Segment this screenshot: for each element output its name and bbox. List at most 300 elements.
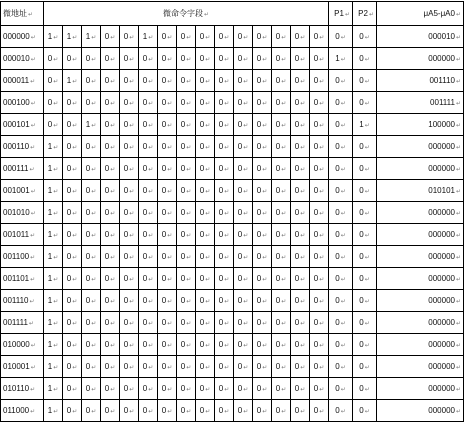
command-bit-cell: 0↵: [177, 246, 196, 268]
command-bit-cell: 0↵: [120, 48, 139, 70]
header-micro-address: 微地址↵: [1, 2, 44, 26]
command-bit-cell: 0↵: [272, 92, 291, 114]
p2-cell: 0↵: [353, 400, 377, 422]
command-bit-cell: 0↵: [63, 48, 82, 70]
command-bit-cell: 0↵: [63, 290, 82, 312]
command-bit-cell: 0↵: [120, 334, 139, 356]
command-bit-cell: 0↵: [63, 268, 82, 290]
p1-cell: 0↵: [329, 378, 353, 400]
command-bit-cell: 0↵: [139, 180, 158, 202]
micro-address-cell: 001110↵: [1, 290, 44, 312]
command-bit-cell: 0↵: [139, 136, 158, 158]
next-address-cell: 000000↵: [377, 136, 464, 158]
command-bit-cell: 0↵: [215, 136, 234, 158]
micro-address-cell: 001111↵: [1, 312, 44, 334]
command-bit-cell: 0↵: [177, 92, 196, 114]
command-bit-cell: 0↵: [215, 48, 234, 70]
next-address-cell: 000000↵: [377, 312, 464, 334]
command-bit-cell: 0↵: [234, 378, 253, 400]
command-bit-cell: 0↵: [158, 268, 177, 290]
command-bit-cell: 0↵: [158, 400, 177, 422]
micro-address-cell: 000010↵: [1, 48, 44, 70]
command-bit-cell: 1↵: [44, 224, 63, 246]
p1-cell: 0↵: [329, 268, 353, 290]
command-bit-cell: 0↵: [272, 268, 291, 290]
command-bit-cell: 0↵: [272, 114, 291, 136]
table-row: [1, 378, 464, 400]
command-bit-cell: 0↵: [196, 26, 215, 48]
command-bit-cell: 0↵: [82, 356, 101, 378]
command-bit-cell: 0↵: [158, 290, 177, 312]
command-bit-cell: 0↵: [101, 246, 120, 268]
command-bit-cell: 0↵: [177, 202, 196, 224]
command-bit-cell: 0↵: [253, 180, 272, 202]
command-bit-cell: 1↵: [44, 312, 63, 334]
command-bit-cell: 0↵: [101, 290, 120, 312]
command-bit-cell: 0↵: [272, 180, 291, 202]
command-bit-cell: 0↵: [82, 334, 101, 356]
command-bit-cell: 0↵: [272, 70, 291, 92]
command-bit-cell: 0↵: [139, 312, 158, 334]
p1-cell: 0↵: [329, 334, 353, 356]
command-bit-cell: 0↵: [63, 92, 82, 114]
command-bit-cell: 0↵: [101, 224, 120, 246]
command-bit-cell: 0↵: [177, 290, 196, 312]
command-bit-cell: 1↵: [44, 378, 63, 400]
command-bit-cell: 0↵: [291, 114, 310, 136]
command-bit-cell: 0↵: [234, 400, 253, 422]
command-bit-cell: 0↵: [158, 114, 177, 136]
command-bit-cell: 0↵: [139, 356, 158, 378]
next-address-cell: 000000↵: [377, 400, 464, 422]
command-bit-cell: 0↵: [63, 356, 82, 378]
command-bit-cell: 0↵: [310, 92, 329, 114]
command-bit-cell: 0↵: [177, 312, 196, 334]
microinstruction-table: [0, 1, 464, 422]
next-address-cell: 000000↵: [377, 246, 464, 268]
command-bit-cell: 0↵: [310, 378, 329, 400]
command-bit-cell: 0↵: [120, 158, 139, 180]
command-bit-cell: 0↵: [101, 334, 120, 356]
command-bit-cell: 0↵: [196, 70, 215, 92]
micro-address-cell: 000011↵: [1, 70, 44, 92]
command-bit-cell: 0↵: [158, 92, 177, 114]
command-bit-cell: 0↵: [291, 334, 310, 356]
command-bit-cell: 0↵: [234, 290, 253, 312]
header-p2: P2↵: [353, 2, 377, 26]
command-bit-cell: 0↵: [272, 334, 291, 356]
command-bit-cell: 0↵: [215, 334, 234, 356]
command-bit-cell: 0↵: [82, 312, 101, 334]
command-bit-cell: 0↵: [101, 70, 120, 92]
command-bit-cell: 0↵: [82, 70, 101, 92]
command-bit-cell: 0↵: [253, 26, 272, 48]
next-address-cell: 000000↵: [377, 268, 464, 290]
command-bit-cell: 0↵: [310, 246, 329, 268]
command-bit-cell: 1↵: [44, 334, 63, 356]
command-bit-cell: 0↵: [63, 246, 82, 268]
command-bit-cell: 0↵: [101, 114, 120, 136]
command-bit-cell: 0↵: [177, 48, 196, 70]
p2-cell: 0↵: [353, 334, 377, 356]
command-bit-cell: 0↵: [120, 114, 139, 136]
command-bit-cell: 0↵: [196, 224, 215, 246]
command-bit-cell: 0↵: [120, 378, 139, 400]
command-bit-cell: 0↵: [234, 48, 253, 70]
command-bit-cell: 0↵: [291, 202, 310, 224]
table-row: [1, 158, 464, 180]
command-bit-cell: 0↵: [120, 202, 139, 224]
command-bit-cell: 0↵: [63, 180, 82, 202]
command-bit-cell: 0↵: [291, 26, 310, 48]
command-bit-cell: 0↵: [291, 158, 310, 180]
command-bit-cell: 0↵: [44, 92, 63, 114]
command-bit-cell: 0↵: [234, 224, 253, 246]
command-bit-cell: 0↵: [101, 48, 120, 70]
command-bit-cell: 0↵: [234, 246, 253, 268]
command-bit-cell: 0↵: [82, 202, 101, 224]
command-bit-cell: 0↵: [139, 290, 158, 312]
p1-cell: 0↵: [329, 356, 353, 378]
table-row: [1, 202, 464, 224]
command-bit-cell: 0↵: [310, 202, 329, 224]
command-bit-cell: 0↵: [120, 136, 139, 158]
table-row: [1, 114, 464, 136]
p1-cell: 0↵: [329, 180, 353, 202]
command-bit-cell: 0↵: [234, 70, 253, 92]
command-bit-cell: 1↵: [44, 26, 63, 48]
command-bit-cell: 0↵: [120, 26, 139, 48]
command-bit-cell: 0↵: [101, 92, 120, 114]
command-bit-cell: 0↵: [234, 268, 253, 290]
command-bit-cell: 0↵: [272, 246, 291, 268]
command-bit-cell: 1↵: [82, 114, 101, 136]
command-bit-cell: 0↵: [82, 92, 101, 114]
command-bit-cell: 0↵: [215, 312, 234, 334]
command-bit-cell: 0↵: [196, 356, 215, 378]
micro-address-cell: 001011↵: [1, 224, 44, 246]
p1-cell: 0↵: [329, 92, 353, 114]
command-bit-cell: 0↵: [253, 158, 272, 180]
command-bit-cell: 0↵: [158, 246, 177, 268]
command-bit-cell: 0↵: [139, 92, 158, 114]
command-bit-cell: 0↵: [196, 246, 215, 268]
p1-cell: 0↵: [329, 114, 353, 136]
micro-address-cell: 000111↵: [1, 158, 44, 180]
command-bit-cell: 0↵: [158, 224, 177, 246]
next-address-cell: 001111↵: [377, 92, 464, 114]
command-bit-cell: 0↵: [234, 334, 253, 356]
command-bit-cell: 0↵: [310, 268, 329, 290]
command-bit-cell: 0↵: [253, 312, 272, 334]
p1-cell: 0↵: [329, 158, 353, 180]
p1-cell: 0↵: [329, 246, 353, 268]
p2-cell: 0↵: [353, 312, 377, 334]
command-bit-cell: 0↵: [310, 356, 329, 378]
command-bit-cell: 0↵: [82, 246, 101, 268]
command-bit-cell: 0↵: [291, 312, 310, 334]
command-bit-cell: 0↵: [234, 356, 253, 378]
p2-cell: 0↵: [353, 202, 377, 224]
command-bit-cell: 0↵: [291, 180, 310, 202]
p2-cell: 0↵: [353, 48, 377, 70]
p1-cell: 0↵: [329, 224, 353, 246]
table-row: [1, 224, 464, 246]
command-bit-cell: 0↵: [101, 26, 120, 48]
next-address-cell: 000000↵: [377, 290, 464, 312]
command-bit-cell: 1↵: [44, 136, 63, 158]
table-row: [1, 400, 464, 422]
command-bit-cell: 1↵: [44, 268, 63, 290]
command-bit-cell: 0↵: [82, 268, 101, 290]
command-bit-cell: 1↵: [44, 290, 63, 312]
command-bit-cell: 0↵: [310, 290, 329, 312]
micro-address-cell: 000000↵: [1, 26, 44, 48]
command-bit-cell: 0↵: [215, 92, 234, 114]
command-bit-cell: 0↵: [291, 356, 310, 378]
table-row: [1, 180, 464, 202]
command-bit-cell: 0↵: [177, 378, 196, 400]
command-bit-cell: 0↵: [310, 180, 329, 202]
command-bit-cell: 0↵: [120, 92, 139, 114]
command-bit-cell: 0↵: [272, 158, 291, 180]
table-row: [1, 268, 464, 290]
command-bit-cell: 0↵: [310, 70, 329, 92]
command-bit-cell: 0↵: [234, 114, 253, 136]
command-bit-cell: 0↵: [310, 312, 329, 334]
command-bit-cell: 0↵: [253, 70, 272, 92]
command-bit-cell: 0↵: [139, 334, 158, 356]
table-row: [1, 246, 464, 268]
command-bit-cell: 0↵: [63, 400, 82, 422]
command-bit-cell: 1↵: [44, 400, 63, 422]
next-address-cell: 000000↵: [377, 158, 464, 180]
command-bit-cell: 0↵: [139, 70, 158, 92]
command-bit-cell: 0↵: [158, 356, 177, 378]
command-bit-cell: 0↵: [82, 378, 101, 400]
command-bit-cell: 0↵: [63, 114, 82, 136]
command-bit-cell: 0↵: [196, 378, 215, 400]
p1-cell: 0↵: [329, 400, 353, 422]
next-address-cell: 000000↵: [377, 356, 464, 378]
next-address-cell: 000000↵: [377, 224, 464, 246]
command-bit-cell: 0↵: [234, 180, 253, 202]
next-address-cell: 100000↵: [377, 114, 464, 136]
command-bit-cell: 0↵: [82, 224, 101, 246]
command-bit-cell: 0↵: [139, 378, 158, 400]
command-bit-cell: 0↵: [215, 114, 234, 136]
command-bit-cell: 0↵: [177, 268, 196, 290]
command-bit-cell: 0↵: [272, 312, 291, 334]
command-bit-cell: 0↵: [63, 378, 82, 400]
command-bit-cell: 0↵: [177, 70, 196, 92]
command-bit-cell: 0↵: [158, 48, 177, 70]
command-bit-cell: 0↵: [253, 114, 272, 136]
command-bit-cell: 0↵: [158, 136, 177, 158]
command-bit-cell: 0↵: [120, 180, 139, 202]
command-bit-cell: 0↵: [215, 246, 234, 268]
command-bit-cell: 0↵: [177, 114, 196, 136]
command-bit-cell: 0↵: [82, 290, 101, 312]
table-row: [1, 136, 464, 158]
command-bit-cell: 0↵: [82, 48, 101, 70]
command-bit-cell: 1↵: [139, 26, 158, 48]
command-bit-cell: 0↵: [196, 290, 215, 312]
command-bit-cell: 0↵: [215, 26, 234, 48]
header-p1: P1↵: [329, 2, 353, 26]
command-bit-cell: 0↵: [82, 180, 101, 202]
command-bit-cell: 0↵: [253, 136, 272, 158]
command-bit-cell: 0↵: [158, 312, 177, 334]
command-bit-cell: 0↵: [215, 158, 234, 180]
command-bit-cell: 0↵: [120, 356, 139, 378]
next-address-cell: 000010↵: [377, 26, 464, 48]
command-bit-cell: 0↵: [272, 378, 291, 400]
command-bit-cell: 0↵: [158, 26, 177, 48]
table-row: [1, 312, 464, 334]
p2-cell: 0↵: [353, 246, 377, 268]
command-bit-cell: 0↵: [253, 290, 272, 312]
command-bit-cell: 0↵: [139, 400, 158, 422]
command-bit-cell: 0↵: [139, 246, 158, 268]
command-bit-cell: 0↵: [82, 158, 101, 180]
command-bit-cell: 0↵: [177, 136, 196, 158]
command-bit-cell: 0↵: [272, 224, 291, 246]
command-bit-cell: 0↵: [272, 202, 291, 224]
command-bit-cell: 0↵: [139, 114, 158, 136]
command-bit-cell: 0↵: [82, 400, 101, 422]
next-address-cell: 000000↵: [377, 378, 464, 400]
command-bit-cell: 0↵: [101, 180, 120, 202]
command-bit-cell: 0↵: [139, 158, 158, 180]
command-bit-cell: 0↵: [234, 92, 253, 114]
command-bit-cell: 0↵: [291, 290, 310, 312]
command-bit-cell: 0↵: [101, 136, 120, 158]
command-bit-cell: 0↵: [215, 290, 234, 312]
command-bit-cell: 0↵: [291, 268, 310, 290]
command-bit-cell: 0↵: [196, 180, 215, 202]
table-row: [1, 92, 464, 114]
table-row: [1, 48, 464, 70]
command-bit-cell: 0↵: [291, 92, 310, 114]
command-bit-cell: 0↵: [253, 356, 272, 378]
p2-cell: 0↵: [353, 70, 377, 92]
command-bit-cell: 0↵: [310, 136, 329, 158]
p2-cell: 0↵: [353, 290, 377, 312]
command-bit-cell: 0↵: [196, 400, 215, 422]
command-bit-cell: 0↵: [196, 136, 215, 158]
command-bit-cell: 0↵: [177, 26, 196, 48]
command-bit-cell: 0↵: [234, 202, 253, 224]
command-bit-cell: 0↵: [101, 378, 120, 400]
next-address-cell: 010101↵: [377, 180, 464, 202]
command-bit-cell: 0↵: [215, 202, 234, 224]
table-header-row: [1, 2, 464, 26]
command-bit-cell: 0↵: [63, 224, 82, 246]
next-address-cell: 000000↵: [377, 48, 464, 70]
command-bit-cell: 0↵: [310, 224, 329, 246]
command-bit-cell: 0↵: [215, 400, 234, 422]
table-row: [1, 356, 464, 378]
micro-address-cell: 010001↵: [1, 356, 44, 378]
command-bit-cell: 0↵: [63, 202, 82, 224]
command-bit-cell: 0↵: [291, 378, 310, 400]
command-bit-cell: 0↵: [177, 356, 196, 378]
command-bit-cell: 0↵: [63, 312, 82, 334]
command-bit-cell: 0↵: [253, 92, 272, 114]
command-bit-cell: 0↵: [310, 400, 329, 422]
p1-cell: 0↵: [329, 202, 353, 224]
command-bit-cell: 0↵: [291, 246, 310, 268]
command-bit-cell: 0↵: [253, 334, 272, 356]
command-bit-cell: 0↵: [177, 334, 196, 356]
command-bit-cell: 0↵: [158, 334, 177, 356]
command-bit-cell: 0↵: [139, 224, 158, 246]
command-bit-cell: 0↵: [215, 378, 234, 400]
command-bit-cell: 1↵: [63, 70, 82, 92]
command-bit-cell: 0↵: [253, 48, 272, 70]
p2-cell: 0↵: [353, 158, 377, 180]
command-bit-cell: 0↵: [196, 114, 215, 136]
micro-address-cell: 001101↵: [1, 268, 44, 290]
command-bit-cell: 0↵: [158, 180, 177, 202]
command-bit-cell: 0↵: [120, 268, 139, 290]
command-bit-cell: 0↵: [139, 48, 158, 70]
command-bit-cell: 0↵: [44, 48, 63, 70]
command-bit-cell: 0↵: [215, 180, 234, 202]
command-bit-cell: 0↵: [253, 400, 272, 422]
header-next-address: μA5-μA0↵: [377, 2, 464, 26]
command-bit-cell: 0↵: [120, 312, 139, 334]
micro-address-cell: 001100↵: [1, 246, 44, 268]
command-bit-cell: 0↵: [272, 400, 291, 422]
table-row: [1, 26, 464, 48]
micro-address-cell: 000101↵: [1, 114, 44, 136]
command-bit-cell: 0↵: [63, 158, 82, 180]
command-bit-cell: 1↵: [63, 26, 82, 48]
command-bit-cell: 0↵: [215, 224, 234, 246]
command-bit-cell: 0↵: [82, 136, 101, 158]
next-address-cell: 000000↵: [377, 202, 464, 224]
micro-address-cell: 001010↵: [1, 202, 44, 224]
command-bit-cell: 0↵: [101, 312, 120, 334]
micro-address-cell: 010000↵: [1, 334, 44, 356]
command-bit-cell: 0↵: [120, 400, 139, 422]
command-bit-cell: 0↵: [234, 26, 253, 48]
next-address-cell: 001110↵: [377, 70, 464, 92]
command-bit-cell: 0↵: [158, 70, 177, 92]
command-bit-cell: 0↵: [310, 48, 329, 70]
command-bit-cell: 0↵: [291, 224, 310, 246]
command-bit-cell: 0↵: [310, 26, 329, 48]
command-bit-cell: 0↵: [272, 48, 291, 70]
command-bit-cell: 0↵: [101, 400, 120, 422]
command-bit-cell: 0↵: [234, 312, 253, 334]
table-row: [1, 334, 464, 356]
command-bit-cell: 0↵: [177, 180, 196, 202]
command-bit-cell: 0↵: [215, 70, 234, 92]
command-bit-cell: 0↵: [44, 70, 63, 92]
next-address-cell: 000000↵: [377, 334, 464, 356]
micro-address-cell: 000100↵: [1, 92, 44, 114]
command-bit-cell: 0↵: [291, 400, 310, 422]
command-bit-cell: 0↵: [310, 334, 329, 356]
p1-cell: 0↵: [329, 26, 353, 48]
micro-address-cell: 010110↵: [1, 378, 44, 400]
command-bit-cell: 0↵: [196, 92, 215, 114]
command-bit-cell: 0↵: [196, 202, 215, 224]
p2-cell: 1↵: [353, 114, 377, 136]
